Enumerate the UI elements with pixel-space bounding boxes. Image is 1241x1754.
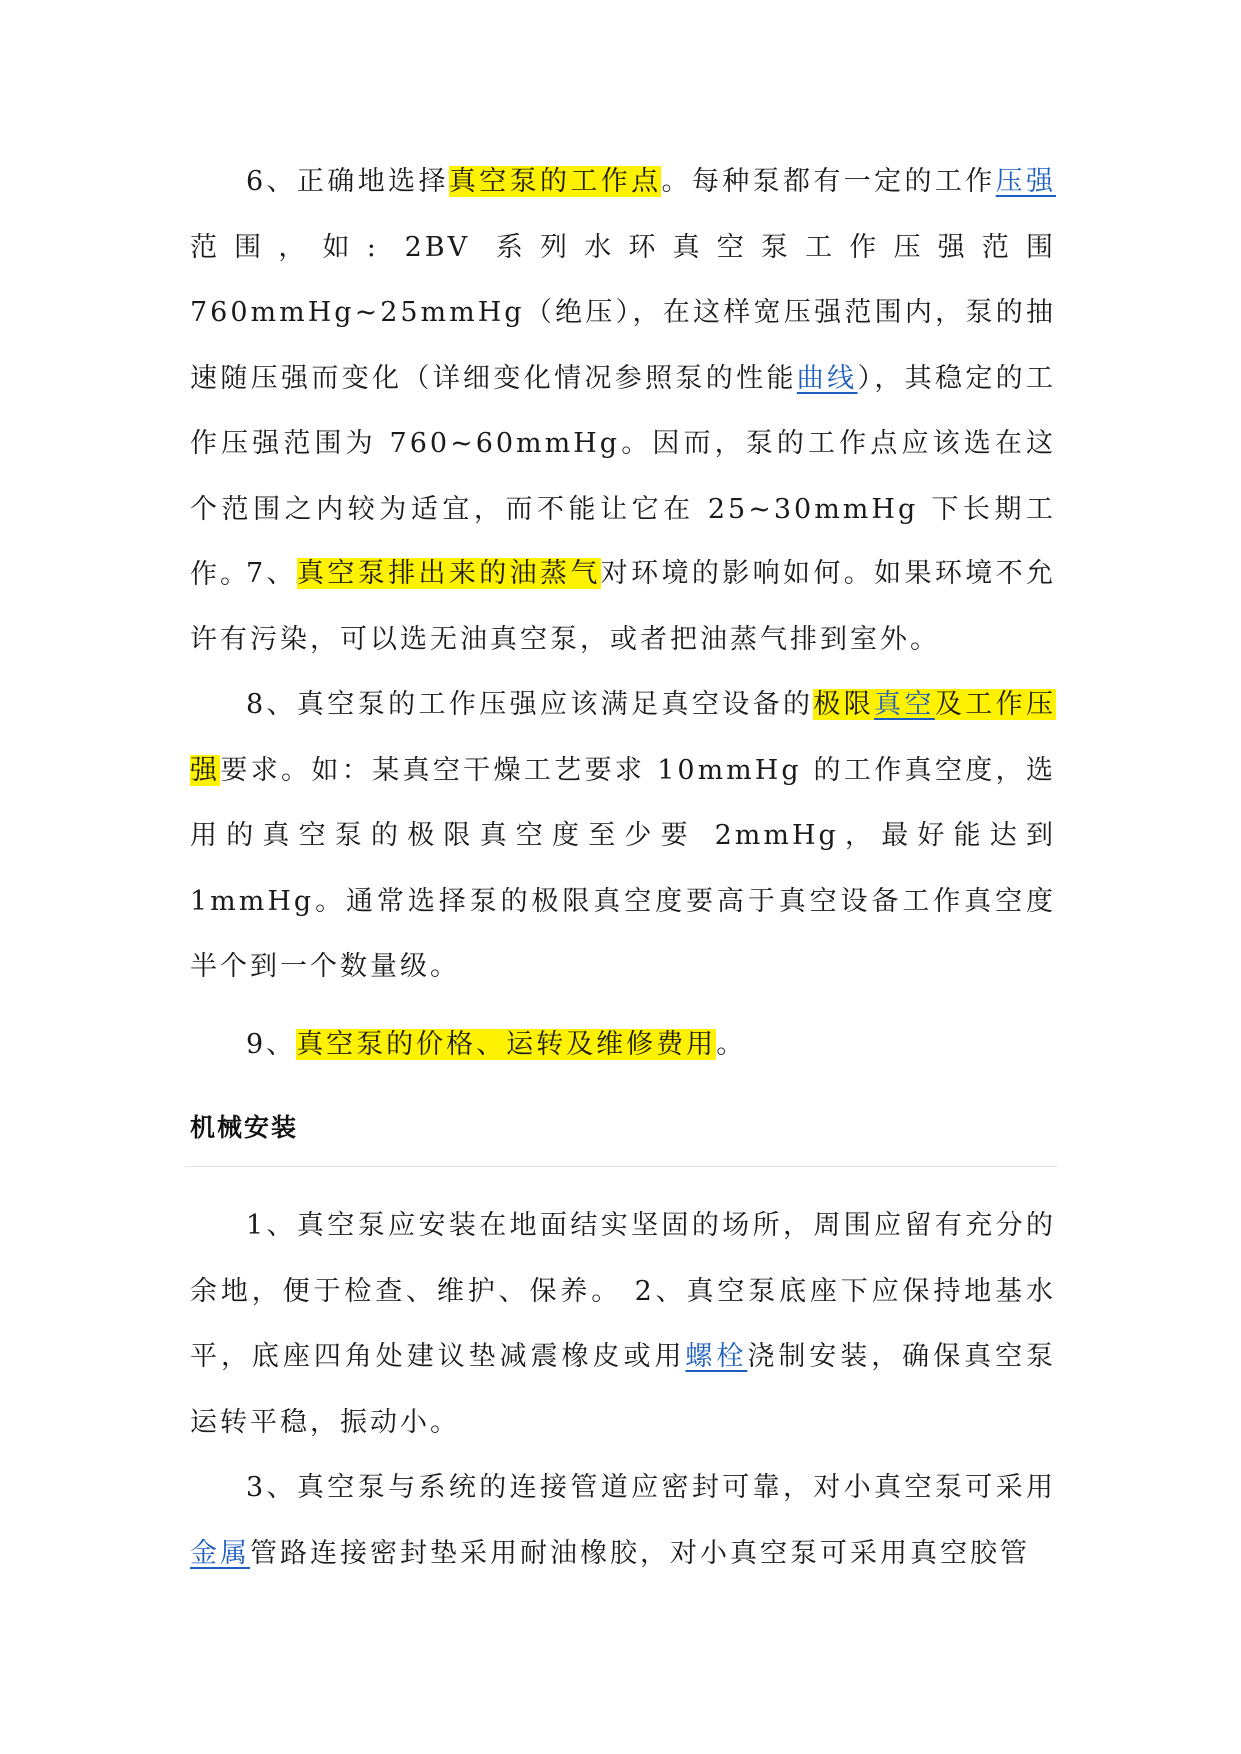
heading-divider xyxy=(185,1166,1057,1167)
m3-text: 3、真空泵与系统的连接管道应密封可靠，对小真空泵可采用 xyxy=(246,1472,1056,1503)
p6-tail: ），其稳定的工作压强范围为 760~60mmHg。因而，泵的工作点应该选在这个范围之内较为适宜，而不能让它在 25~30mmHg 下长期工作。 xyxy=(190,362,1057,590)
paragraph-9 xyxy=(190,1012,1056,1078)
p9-tail: 。 xyxy=(716,1029,747,1060)
link-metal[interactable]: 金属 xyxy=(190,1537,250,1569)
p8-highlight-1: 极限 xyxy=(813,689,875,720)
section-heading: 机械安装 xyxy=(190,1113,299,1142)
link-bolt[interactable]: 螺栓 xyxy=(685,1341,748,1372)
p6-lead: 6、正确地选择 xyxy=(246,166,449,197)
p6-highlight: 真空泵的工作点 xyxy=(448,166,662,197)
paragraph-7 xyxy=(190,541,1056,672)
link-pressure[interactable]: 压强 xyxy=(995,166,1057,197)
paragraph-6 xyxy=(190,149,1056,608)
paragraph-install-3 xyxy=(190,1455,1056,1586)
p9-lead: 9、 xyxy=(246,1029,297,1060)
p9-highlight: 真空泵的价格、运转及维修费用 xyxy=(296,1029,717,1060)
p6-mid2: 范围，如: 2BV 系列水环真空泵工作压强范围 760mmHg~25mmHg（绝压），在这样宽压强范围内，泵的抽速随压强而变化（详细变化情况参照泵的性能 xyxy=(190,231,1056,394)
p7-highlight: 真空泵排出来的油蒸气 xyxy=(296,558,601,589)
m1-tail: 浇制安装，确保真空泵运转平稳，振动小。 xyxy=(190,1341,1057,1438)
p7-lead: 7、 xyxy=(246,558,297,589)
link-vacuum[interactable]: 真空 xyxy=(874,689,935,720)
paragraph-8 xyxy=(190,672,1056,1000)
p6-mid1: 。每种泵都有一定的工作 xyxy=(661,166,996,197)
m3-tail: 管路连接密封垫采用耐油橡胶，对小真空泵可采用真空胶管 xyxy=(250,1537,1030,1569)
p8-lead: 8、真空泵的工作压强应该满足真空设备的 xyxy=(246,689,814,720)
p8-tail: 要求。如：某真空干燥工艺要求 10mmHg 的工作真空度，选用的真空泵的极限真空度至少要 2mmHg，最好能达到 1mmHg。通常选择泵的极限真空度要高于真空设备工作真空度半个到一个数量级。 xyxy=(190,754,1057,982)
m1-text: 1、真空泵应安装在地面结实坚固的场所，周围应留有充分的余地，便于检查、维护、保养。 2、真空泵底座下应保持地基水平，底座四角处建议垫减震橡皮或用 xyxy=(190,1210,1056,1372)
paragraph-install-1 xyxy=(190,1193,1056,1455)
p8-highlight-2: 及工作压强 xyxy=(190,689,1057,786)
link-curve[interactable]: 曲线 xyxy=(796,362,858,394)
p7-tail: 对环境的影响如何。如果环境不允许有污染，可以选无油真空泵，或者把油蒸气排到室外。 xyxy=(190,558,1057,655)
